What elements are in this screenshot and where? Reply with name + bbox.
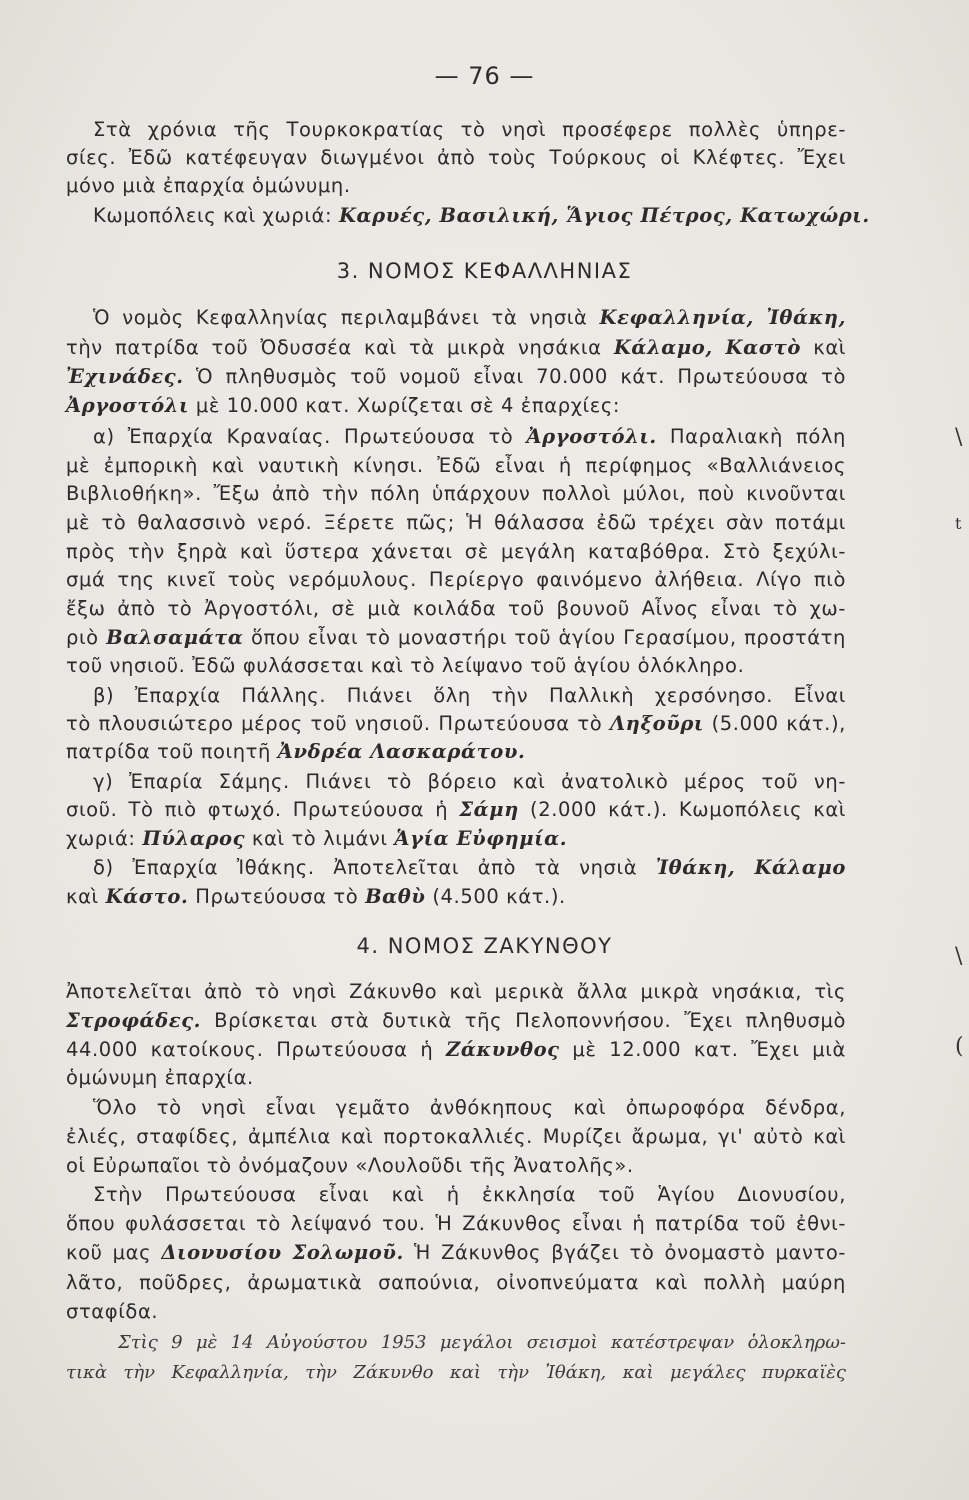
place-names: Βαλσαμάτα [106,626,244,649]
text-line [66,884,846,910]
page-number: — 76 — [434,62,535,90]
text-span: Βρίσκεται στὰ δυτικὰ τῆς Πελοποννήσου. Ἔχει πληθυσμὸ [214,1009,846,1032]
text-line [66,625,846,651]
text-span: Ἀποτελεῖται ἀπὸ τὰ νησιὰ [333,856,638,879]
place-names: Βαθὺ [365,885,426,908]
text-span: Πιάνει τὸ βόρειο καὶ ἀνατολικὸ μέρος τοῦ νη- [305,770,846,793]
text-line: Στὰ χρόνια τῆς Τουρκοκρατίας τὸ νησὶ προσέφερε πολλὲς ὑπηρε- [93,118,846,141]
section-heading-zakynthos: 4. ΝΟΜΟΣ ΖΑΚΥΝΘΟΥ [356,934,613,958]
text-span: καὶ [813,336,847,359]
text-line: λᾶτο, ποῦδρες, ἀρωματικὰ σαπούνια, οἰνοπνεύματα καὶ πολλὴ μαύρη [66,1271,846,1294]
text-span: Πιάνει ὅλη τὴν Παλλικὴ χερσόνησο. Εἶναι [346,684,846,707]
text-line [93,683,846,709]
text-span: Ἡ Ζάκυνθος βγάζει τὸ ὀνομαστὸ μαντο- [414,1241,847,1264]
place-names: Στροφάδες. [66,1009,202,1032]
place-names: Ἐχινάδες. [66,365,184,388]
towns-line [93,203,870,229]
subsection-label: δ) Ἐπαρχία Ἰθάκης. [93,856,315,879]
text-line [93,305,846,331]
section-heading-kefallinia: 3. ΝΟΜΟΣ ΚΕΦΑΛΛΗΝΙΑΣ [336,259,633,283]
place-names: Κάλαμο, Καστὸ [613,336,802,359]
text-line: ὅπου φυλάσσεται τὸ λείψανό του. Ἡ Ζάκυνθος εἶναι ἡ πατρίδα τοῦ ἐθνι- [66,1212,846,1235]
text-span: μὲ 12.000 κατ. Ἔχει μιὰ [572,1038,846,1061]
text-span: κοῦ μας [66,1241,152,1264]
place-names: Ἀργοστόλι. [526,425,657,448]
text-line [66,335,846,361]
text-line [66,711,846,737]
text-span: Ὁ νομὸς Κεφαλληνίας περιλαμβάνει τὰ νησιὰ [93,306,588,329]
text-line: ἐλιές, σταφίδες, ἀμπέλια καὶ πορτοκαλλιές. Μυρίζει ἄρωμα, γι' αὐτὸ καὶ [66,1125,846,1148]
text-span: μὲ 10.000 κατ. Χωρίζεται σὲ 4 ἐπαρχίες: [195,394,621,417]
text-line: ἔξω ἀπὸ τὸ Ἀργοστόλι, σὲ μιὰ κοιλάδα τοῦ βουνοῦ Αἶνος εἶναι τὸ χω- [66,597,846,620]
subsection-label: β) Ἐπαρχία Πάλλης. [93,684,327,707]
text-line [66,739,846,765]
text-span: τὴν πατρίδα τοῦ Ὀδυσσέα καὶ τὰ μικρὰ νησάκια [66,336,602,359]
text-line: πρὸς τὴν ξηρὰ καὶ ὕστερα χάνεται σὲ μεγάλη καταβόθρα. Στὸ ξεχύλι- [66,540,846,563]
text-span: τὸ πλουσιώτερο μέρος τοῦ νησιοῦ. Πρωτεύουσα τὸ [66,712,603,735]
text-span: Ὁ πληθυσμὸς τοῦ νομοῦ εἶναι 70.000 κάτ. Πρωτεύουσα τὸ [196,365,846,388]
text-line: ὁμώνυμη ἐπαρχία. [66,1066,254,1089]
place-names: Πύλαρος [142,827,246,850]
margin-mark: \ [955,944,963,969]
place-names: Ἁγία Εὐφημία. [394,827,568,850]
person-name: Διονυσίου Σολωμοῦ. [161,1241,404,1264]
text-line [66,797,846,823]
text-line: Βιβλιοθήκη». Ἔξω ἀπὸ τὴν πόλη ὑπάρχουν πολλοὶ μύλοι, ποὺ κινοῦνται [66,482,846,505]
text-line: σμά της κινεῖ τοὺς νερόμυλους. Περίεργο φαινόμενο ἀλήθεια. Λίγο πιὸ [66,568,846,591]
text-line [66,393,846,419]
text-line [66,1037,846,1063]
text-line: οἱ Εὐρωπαῖοι τὸ ὀνόμαζουν «Λουλοῦδι τῆς Ἀνατολῆς». [66,1154,634,1177]
subsection-label: γ) Ἐπαρία Σάμης. [93,770,290,793]
margin-mark: \ [955,425,963,450]
towns-names: Καρυές, Βασιλική, Ἅγιος Πέτρος, Κατωχώρι. [339,204,870,227]
place-names: Ζάκυνθος [446,1038,560,1061]
text-line [66,1008,846,1034]
margin-mark: t [955,514,962,533]
text-line [93,855,846,881]
text-line [66,364,846,390]
subsection-label: α) Ἐπαρχία Κραναίας. [93,425,331,448]
text-span: Παραλιακὴ πόλη [669,425,846,448]
text-line: μὲ τὸ θαλασσινὸ νερό. Ξέρετε πῶς; Ἡ θάλασσα ἐδῶ τρέχει σὰν ποτάμι [66,511,846,534]
footnote-line: Στὶς 9 μὲ 14 Αὐγούστου 1953 μεγάλοι σεισμοὶ κατέστρεψαν ὁλοκληρω- [118,1332,846,1353]
place-names: Ἀργοστόλι [66,394,189,417]
place-names: Σάμη [459,798,519,821]
text-span: πατρίδα τοῦ ποιητῆ [66,740,271,763]
text-span: ὅπου εἶναι τὸ μοναστήρι τοῦ ἁγίου Γερασίμου, προστάτη [250,626,846,649]
towns-label: Κωμοπόλεις καὶ χωριά: [93,204,333,227]
place-names: Κεφαλληνία, Ἰθάκη, [599,306,846,329]
text-span: (4.500 κάτ.). [432,885,566,908]
text-line [93,424,846,450]
text-line [66,826,846,852]
margin-mark: ( [955,1034,964,1059]
text-line: Ἀποτελεῖται ἀπὸ τὸ νησὶ Ζάκυνθο καὶ μερικὰ ἄλλα μικρὰ νησάκια, τὶς [66,980,846,1003]
text-span: (2.000 κάτ.). Κωμοπόλεις καὶ [530,798,846,821]
text-line [66,1240,846,1266]
text-line: Ὅλο τὸ νησὶ εἶναι γεμᾶτο ἀνθόκηπους καὶ ὀπωροφόρα δένδρα, [93,1096,846,1119]
text-line: τοῦ νησιοῦ. Ἐδῶ φυλάσσεται καὶ τὸ λείψανο τοῦ ἁγίου ὁλόκληρο. [66,654,745,677]
text-line: σίες. Ἐδῶ κατέφευγαν διωγμένοι ἀπὸ τοὺς Τούρκους οἱ Κλέφτες. Ἔχει [66,146,846,169]
text-line [93,769,846,795]
text-span: καὶ τὸ λιμάνι [251,827,388,850]
text-span: Πρωτεύουσα τὸ [343,425,514,448]
text-span: 44.000 κατοίκους. Πρωτεύουσα ἡ [66,1038,434,1061]
text-span: ριὸ [66,626,99,649]
text-span: (5.000 κάτ.), [711,712,846,735]
footnote-line: τικὰ τὴν Κεφαλληνία, τὴν Ζάκυνθο καὶ τὴν Ἰθάκη, καὶ μεγάλες πυρκαϊὲς [66,1362,846,1383]
text-line: μὲ ἐμπορικὴ καὶ ναυτικὴ κίνησι. Ἐδῶ εἶναι ἡ περίφημος «Βαλλιάνειος [66,454,846,477]
text-span: χωριά: [66,827,136,850]
person-name: Ἀνδρέα Λασκαράτου. [277,740,526,763]
text-line: Στὴν Πρωτεύουσα εἶναι καὶ ἡ ἐκκλησία τοῦ Ἁγίου Διονυσίου, [93,1183,846,1206]
place-names: Ληξοῦρι [609,712,704,735]
text-span: καὶ [66,885,99,908]
place-names: Ἰθάκη, Κάλαμο [655,856,846,879]
text-span: Πρωτεύουσα τὸ [195,885,359,908]
text-line: σταφίδα. [66,1300,159,1323]
place-names: Κάστο. [105,885,189,908]
text-line: μόνο μιὰ ἐπαρχία ὁμώνυμη. [66,174,351,197]
text-span: σιοῦ. Τὸ πιὸ φτωχό. Πρωτεύουσα ἡ [66,798,449,821]
